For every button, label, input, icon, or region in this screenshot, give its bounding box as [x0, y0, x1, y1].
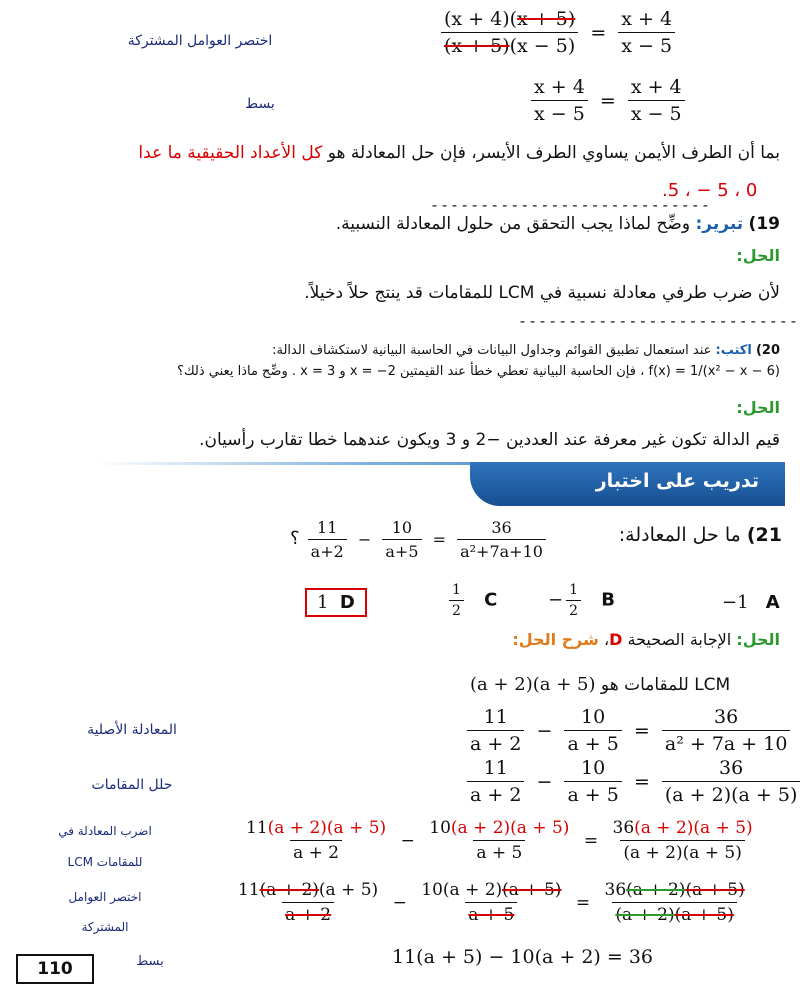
question-21-equation: ؟ $\frac{11}{a+2}$ − $\frac{10}{a+5}$ = $\frac{36}{\text{a²+7a+10}}$	[290, 518, 549, 561]
banner-title: تدريب على اختبار	[595, 470, 759, 492]
equation-cancelled: $\frac{11(a + 2)(a + 5)}{a + 2}$ − $\frac{10(a + 2)(a + 5)}{a + 5}$ = $\frac{36(a + 2)(a + 5)}{(a + 2)(a + 5)}$	[238, 880, 745, 925]
equation-original: $\frac{11}{a + 2}$ − $\frac{10}{a + 5}$ = $\frac{36}{\text{a² + 7a + 10}}$	[464, 706, 793, 755]
note-factor-denominators: حلل المقامات	[91, 777, 173, 793]
answer-19: لأن ضرب طرفي معادلة نسبية في LCM للمقامات قد ينتج حلاً دخيلاً.	[304, 283, 780, 303]
question-text: وضِّح لماذا يجب التحقق من حلول المعادلة النسبية.	[335, 214, 691, 234]
equation-multiplied: $\frac{11(a + 2)(a + 5)}{a + 2}$ − $\frac{10(a + 2)(a + 5)}{a + 5}$ = $\frac{36(a + 2)(a + 5)}{(a + 2)(a + 5)}$	[246, 818, 753, 863]
note-multiply-1: اضرب المعادلة في	[58, 824, 152, 838]
note-simplify-final: بسط	[136, 954, 164, 969]
equation-factored: $\frac{11}{a + 2}$ − $\frac{10}{a + 5}$ = $\frac{36}{(a + 2)(a + 5)}$	[464, 757, 800, 806]
question-number: 21)	[746, 524, 782, 546]
question-number: 19)	[748, 214, 780, 234]
banner	[470, 462, 785, 506]
conclusion-text: بما أن الطرف الأيمن يساوي الطرف الأيسر، فإن حل المعادلة هو كل الأعداد الحقيقية ما عدا	[138, 143, 780, 163]
equation-final: 11(a + 5) − 10(a + 2) = 36	[392, 946, 654, 968]
solution-label-20: الحل:	[736, 398, 780, 417]
note-original-equation: المعادلة الأصلية	[87, 722, 177, 738]
step-equation-cancel: $\frac{(x + 4)(x + 5)}{(x + 5)(x - 5)}$ = $\frac{x + 4}{x - 5}$	[438, 8, 678, 57]
choice-a[interactable]: −1 A	[722, 592, 780, 613]
question-20-line2: f(x) = 1/(x² − x − 6) ، فإن الحاسبة البيانية تعطي خطأ عند القيمتين x = −2 و x = 3 . وضِّح ماذا يعني ذلك؟	[177, 364, 780, 379]
choice-d-correct[interactable]: 1 D	[305, 588, 367, 617]
note-cancel-1: اختصر العوامل	[68, 890, 142, 904]
page-number: 110	[16, 954, 94, 984]
step-note-simplify: بسط	[245, 96, 275, 112]
separator-dashes-1: ----------------------------	[430, 196, 711, 214]
choice-b[interactable]: − $\frac{1}{2}$ B	[548, 582, 615, 619]
q21-solution-line: الحل: الإجابة الصحيحة D، شرح الحل:	[512, 630, 780, 649]
step-note-cancel: اختصر العوامل المشتركة	[127, 33, 273, 49]
solution-label-19: الحل:	[736, 246, 780, 265]
lcm-statement: (a + 2)(a + 5) LCM للمقامات هو	[470, 674, 731, 695]
step-equation-simplify: $\frac{x + 4}{x - 5}$ = $\frac{x + 4}{x - 5}$	[528, 76, 688, 125]
note-multiply-2: LCM للمقامات	[67, 855, 143, 869]
question-21-prompt: 21) ما حل المعادلة:	[618, 524, 782, 546]
separator-dashes-2: ----------------------------	[518, 312, 799, 330]
question-20-line1: 20) اكتب: عند استعمال تطبيق القوائم وجداول البيانات في الحاسبة البيانية لاستكشاف الدالة:	[272, 343, 780, 358]
note-cancel-2: المشتركة	[81, 920, 129, 934]
question-number: 20)	[755, 343, 780, 358]
question-title: اكتب:	[715, 343, 752, 358]
question-19	[20, 214, 780, 234]
choice-c[interactable]: $\frac{1}{2}$ C	[446, 582, 497, 619]
question-title: تبرير:	[695, 214, 744, 234]
excluded-values: .5 ، − 5 ، 0	[662, 180, 758, 201]
answer-20: قيم الدالة تكون غير معرفة عند العددين −2 و 3 ويكون عندهما خطا تقارب رأسيان.	[199, 430, 780, 450]
